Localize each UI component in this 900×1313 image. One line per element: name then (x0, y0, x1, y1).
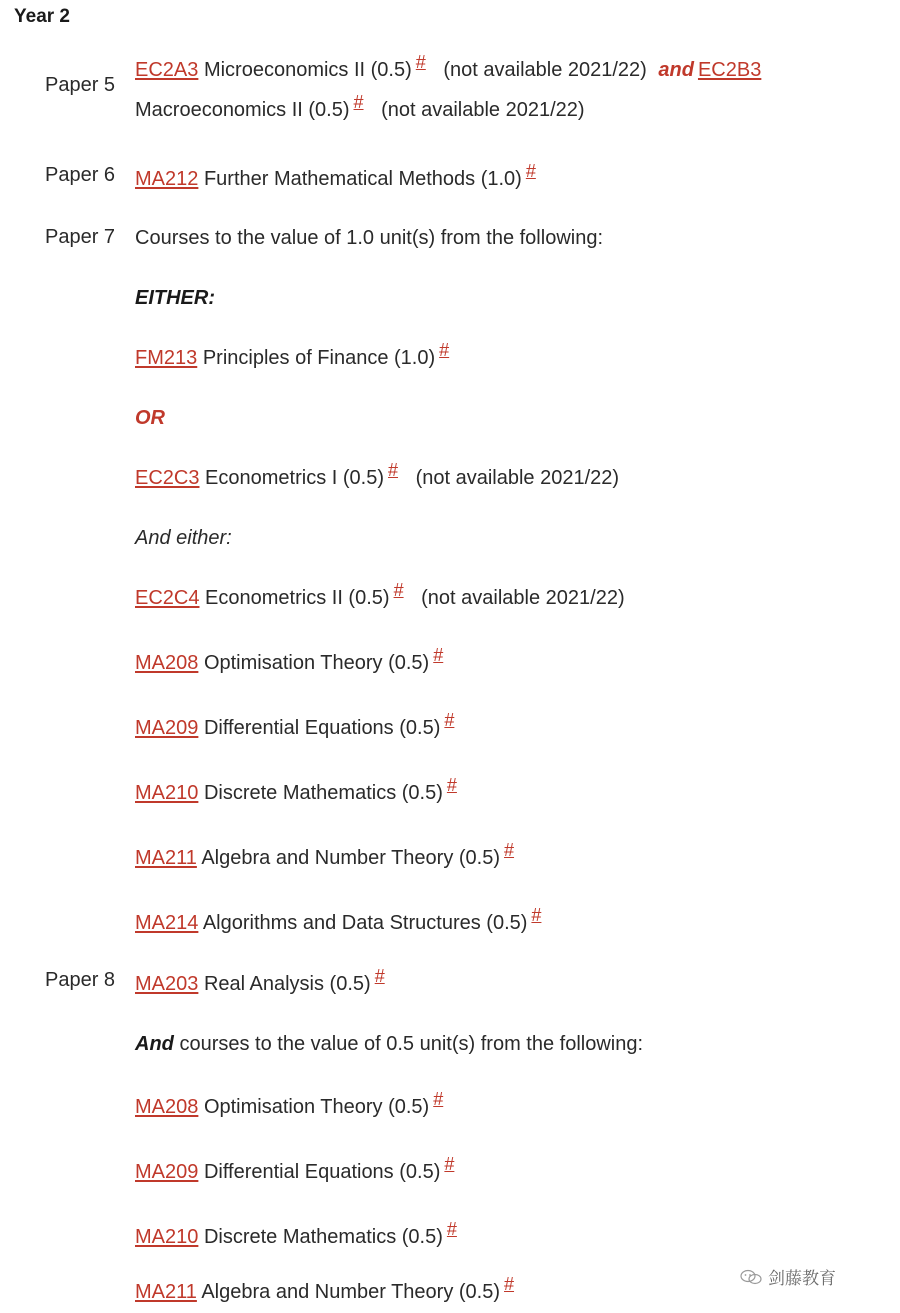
course-link-ma214[interactable]: MA214 (135, 912, 199, 934)
hash-link[interactable]: # (388, 460, 399, 480)
availability-note: (not available 2021/22) (421, 587, 625, 609)
either-text: EITHER: (135, 287, 215, 309)
hash-link[interactable]: # (531, 905, 542, 925)
and-connector: and (658, 59, 694, 81)
course-link-ec2c4[interactable]: EC2C4 (135, 587, 200, 609)
option-ma214 (135, 905, 542, 935)
hash-link[interactable]: # (374, 966, 385, 986)
paper-6-label: Paper 6 (45, 164, 116, 186)
option-ma208 (135, 645, 444, 675)
option-ec2c4 (135, 580, 625, 610)
paper-8-line (135, 966, 385, 996)
availability-note: (not available 2021/22) (443, 59, 647, 81)
course-title: Real Analysis (0.5) (203, 973, 371, 995)
course-link-ma209[interactable]: MA209 (135, 1161, 199, 1183)
fm213-line (135, 340, 450, 370)
course-link-ec2a3[interactable]: EC2A3 (135, 59, 199, 81)
course-link-ec2c3[interactable]: EC2C3 (135, 467, 200, 489)
either-label (135, 286, 215, 310)
course-title: Differential Equations (0.5) (203, 1161, 441, 1183)
p8-option-ma211 (135, 1274, 515, 1304)
option-ma209 (135, 710, 455, 740)
hash-link[interactable]: # (353, 92, 364, 112)
course-title: Discrete Mathematics (0.5) (203, 782, 443, 804)
availability-note: (not available 2021/22) (415, 467, 620, 489)
paper-7-label: Paper 7 (45, 226, 116, 248)
paper-7-intro: Courses to the value of 1.0 unit(s) from the following: (135, 227, 604, 249)
hash-link[interactable]: # (444, 710, 455, 730)
course-link-ma203[interactable]: MA203 (135, 973, 199, 995)
paper-5-label: Paper 5 (45, 74, 116, 96)
or-text: OR (135, 407, 165, 429)
course-link-ma210[interactable]: MA210 (135, 782, 199, 804)
course-link-fm213[interactable]: FM213 (135, 347, 198, 369)
paper-8-intro (135, 1032, 643, 1056)
course-title: Differential Equations (0.5) (203, 717, 441, 739)
course-link-ma209[interactable]: MA209 (135, 717, 199, 739)
and-either-label (135, 526, 232, 550)
wechat-icon (740, 1269, 762, 1285)
paper-6-line (135, 161, 536, 191)
course-title: Macroeconomics II (0.5) (135, 99, 350, 121)
hash-link[interactable]: # (504, 1274, 515, 1294)
course-title: Algorithms and Data Structures (0.5) (202, 912, 528, 934)
hash-link[interactable]: # (504, 840, 515, 860)
course-title: Optimisation Theory (0.5) (203, 652, 430, 674)
course-link-ec2b3[interactable]: EC2B3 (697, 59, 762, 81)
hash-link[interactable]: # (393, 580, 404, 600)
paper-5-line-2 (135, 92, 585, 122)
hash-link[interactable]: # (446, 775, 457, 795)
course-link-ma211[interactable]: MA211 (135, 847, 197, 869)
option-ma210 (135, 775, 457, 805)
paper-8-intro-rest: courses to the value of 0.5 unit(s) from the following: (179, 1033, 644, 1055)
hash-link[interactable]: # (444, 1154, 455, 1174)
course-title: Econometrics II (0.5) (205, 587, 390, 609)
course-link-ma211[interactable]: MA211 (135, 1281, 197, 1303)
hash-link[interactable]: # (439, 340, 450, 360)
course-title: Microeconomics II (0.5) (203, 59, 412, 81)
option-ma211 (135, 840, 515, 870)
hash-link[interactable]: # (446, 1219, 457, 1239)
course-title: Econometrics I (0.5) (205, 467, 384, 489)
hash-link[interactable]: # (433, 645, 444, 665)
course-link-ma208[interactable]: MA208 (135, 652, 199, 674)
course-link-ma212[interactable]: MA212 (135, 168, 199, 190)
p8-option-ma208 (135, 1089, 444, 1119)
year-heading: Year 2 (14, 6, 70, 27)
course-title: Optimisation Theory (0.5) (203, 1096, 430, 1118)
availability-note: (not available 2021/22) (381, 99, 585, 121)
p8-option-ma209 (135, 1154, 455, 1184)
or-label (135, 406, 165, 430)
hash-link[interactable]: # (415, 52, 426, 72)
course-link-ma210[interactable]: MA210 (135, 1226, 199, 1248)
course-title: Algebra and Number Theory (0.5) (201, 847, 501, 869)
ec2c3-line (135, 460, 620, 490)
course-title: Principles of Finance (1.0) (202, 347, 436, 369)
course-link-ma208[interactable]: MA208 (135, 1096, 199, 1118)
paper-8-label: Paper 8 (45, 969, 116, 991)
course-title: Further Mathematical Methods (1.0) (203, 168, 522, 190)
course-title: Algebra and Number Theory (0.5) (201, 1281, 501, 1303)
and-either-text: And either: (135, 527, 232, 549)
p8-option-ma210 (135, 1219, 457, 1249)
course-title: Discrete Mathematics (0.5) (203, 1226, 443, 1248)
and-text: And (135, 1033, 174, 1055)
watermark (740, 1264, 836, 1289)
watermark-text: 剑藤教育 (768, 1269, 836, 1288)
paper-5-line-1 (135, 52, 762, 82)
hash-link[interactable]: # (433, 1089, 444, 1109)
hash-link[interactable]: # (525, 161, 536, 181)
